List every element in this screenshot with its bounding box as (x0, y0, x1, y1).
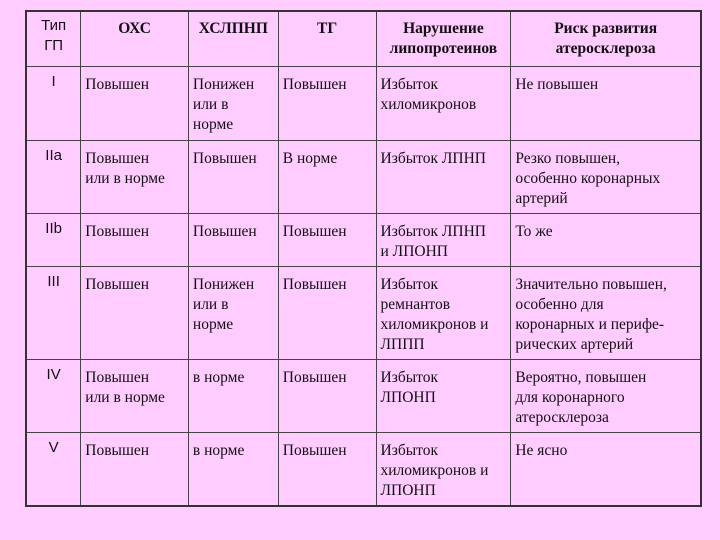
cell-text: Повышен (282, 441, 347, 459)
table-row (26, 213, 701, 266)
cell-text: Вероятно, повышен для коронарного атеросклероза (515, 368, 647, 426)
header-atherosclerosis-risk (511, 11, 701, 66)
table-row (26, 432, 701, 506)
cell-ldl-cholesterol (188, 66, 278, 140)
cell-text: Повышен (85, 222, 150, 240)
cell-total-cholesterol (81, 432, 189, 506)
cell-text: Повышен (192, 149, 257, 167)
cell-total-cholesterol (81, 213, 189, 266)
cell-text: IIa (45, 146, 62, 164)
cell-ldl-cholesterol (188, 140, 278, 213)
cell-text: IV (46, 365, 61, 383)
cell-text: Повышен (282, 222, 347, 240)
cell-text: Избыток ЛПНП (380, 149, 486, 167)
cell-text: Повышен (85, 275, 150, 293)
cell-lipoprotein-disorder (376, 432, 511, 506)
header-total-cholesterol (81, 11, 189, 66)
cell-triglycerides (278, 66, 376, 140)
cell-atherosclerosis-risk (511, 359, 701, 432)
cell-triglycerides (278, 266, 376, 359)
table-header-row (26, 11, 701, 66)
header-ldl-cholesterol-label: ХСЛПНП (198, 20, 268, 37)
cell-text: Повышен (85, 75, 150, 93)
cell-text: Понижен или в норме (192, 275, 255, 333)
header-triglycerides (278, 11, 376, 66)
cell-lipoprotein-disorder (376, 66, 511, 140)
header-lipoprotein-disorder-label: Нарушение липопротеинов (389, 20, 498, 57)
header-ldl-cholesterol (188, 11, 278, 66)
cell-text: IIb (45, 219, 62, 237)
cell-text: в норме (192, 441, 245, 459)
header-total-cholesterol-label: ОХС (118, 20, 151, 37)
cell-text: Повышен (85, 441, 150, 459)
cell-ldl-cholesterol (188, 266, 278, 359)
cell-text: Резко повышен, особенно коронарных артерий (515, 149, 661, 207)
cell-text: Избыток ремнантов хиломикронов и ЛППП (380, 275, 489, 353)
cell-total-cholesterol (81, 266, 189, 359)
cell-lipoprotein-disorder (376, 266, 511, 359)
cell-type (26, 140, 81, 213)
table-row (26, 66, 701, 140)
cell-text: Не повышен (515, 75, 599, 93)
cell-text: V (48, 438, 59, 456)
cell-text: Избыток хиломикронов (380, 75, 477, 113)
cell-lipoprotein-disorder (376, 213, 511, 266)
cell-atherosclerosis-risk (511, 213, 701, 266)
cell-text: Повышен (282, 368, 347, 386)
cell-lipoprotein-disorder (376, 359, 511, 432)
cell-text: Повышен или в норме (85, 368, 165, 406)
header-triglycerides-label: ТГ (317, 20, 338, 37)
header-atherosclerosis-risk-label: Риск развития атеросклероза (554, 20, 658, 57)
cell-triglycerides (278, 359, 376, 432)
cell-atherosclerosis-risk (511, 66, 701, 140)
cell-type (26, 66, 81, 140)
cell-text: Избыток ЛПНП и ЛПОНП (380, 222, 486, 260)
cell-triglycerides (278, 213, 376, 266)
cell-text: Значительно повышен, особенно для коронарных и перифе- рических артерий (515, 275, 667, 353)
cell-text: III (47, 272, 60, 290)
header-type-label: Тип ГП (41, 17, 67, 54)
table-row (26, 266, 701, 359)
cell-lipoprotein-disorder (376, 140, 511, 213)
cell-type (26, 213, 81, 266)
cell-triglycerides (278, 432, 376, 506)
table-row (26, 359, 701, 432)
cell-triglycerides (278, 140, 376, 213)
cell-type (26, 359, 81, 432)
cell-type (26, 432, 81, 506)
cell-total-cholesterol (81, 359, 189, 432)
cell-text: То же (515, 222, 553, 240)
header-type (26, 11, 81, 66)
cell-text: Избыток ЛПОНП (380, 368, 438, 406)
cell-text: Повышен (192, 222, 257, 240)
cell-text: Понижен или в норме (192, 75, 255, 133)
cell-atherosclerosis-risk (511, 140, 701, 213)
lipoprotein-table (25, 10, 702, 507)
cell-text: Повышен или в норме (85, 149, 165, 187)
cell-ldl-cholesterol (188, 432, 278, 506)
cell-text: Избыток хиломикронов и ЛПОНП (380, 441, 489, 499)
cell-total-cholesterol (81, 66, 189, 140)
header-lipoprotein-disorder (376, 11, 511, 66)
cell-total-cholesterol (81, 140, 189, 213)
cell-ldl-cholesterol (188, 213, 278, 266)
cell-ldl-cholesterol (188, 359, 278, 432)
cell-type (26, 266, 81, 359)
cell-text: I (51, 72, 56, 90)
cell-atherosclerosis-risk (511, 266, 701, 359)
cell-text: В норме (282, 149, 338, 167)
cell-text: Не ясно (515, 441, 568, 459)
cell-atherosclerosis-risk (511, 432, 701, 506)
table-row (26, 140, 701, 213)
cell-text: Повышен (282, 75, 347, 93)
cell-text: Повышен (282, 275, 347, 293)
cell-text: в норме (192, 368, 245, 386)
